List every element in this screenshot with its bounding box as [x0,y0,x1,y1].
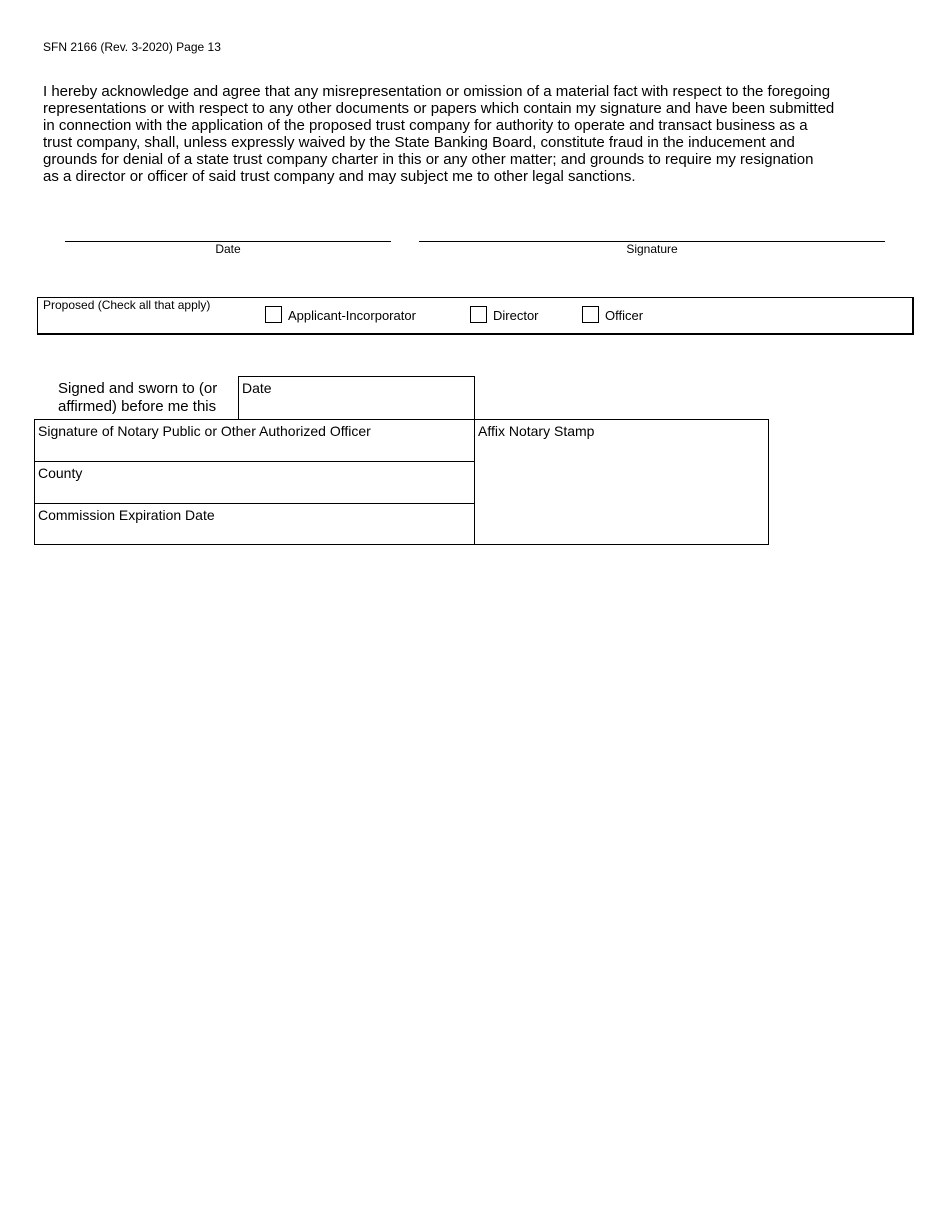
proposed-label: Proposed (Check all that apply) [43,298,211,312]
county-field[interactable] [34,461,475,504]
sworn-date-field[interactable] [238,376,475,420]
acknowledgement-line: in connection with the application of the proposed trust company for authority to operate and transact business as a [43,117,808,134]
notary-stamp-label: Affix Notary Stamp [478,423,595,439]
sworn-statement [58,380,217,416]
applicant-incorporator-checkbox[interactable] [265,306,282,323]
date-caption: Date [215,242,241,256]
form-header: SFN 2166 (Rev. 3-2020) Page 13 [43,40,221,54]
officer-label: Officer [605,308,644,323]
applicant-incorporator-label: Applicant-Incorporator [288,308,416,323]
sworn-date-label: Date [242,380,272,396]
acknowledgement-line: as a director or officer of said trust company and may subject me to other legal sanctions. [43,168,636,185]
proposed-role-box [37,297,914,335]
commission-expiration-label: Commission Expiration Date [38,507,215,523]
acknowledgement-line: I hereby acknowledge and agree that any misrepresentation or omission of a material fact with respect to the foregoing [43,83,831,100]
sworn-line: affirmed) before me this [58,398,217,415]
acknowledgement-line: representations or with respect to any other documents or papers which contain my signature and have been submitted [43,100,835,117]
officer-checkbox[interactable] [582,306,599,323]
director-label: Director [493,308,539,323]
acknowledgement-paragraph [43,83,873,185]
notary-signature-label: Signature of Notary Public or Other Authorized Officer [38,423,371,439]
sworn-line: Signed and sworn to (or [58,380,218,397]
acknowledgement-line: trust company, shall, unless expressly waived by the State Banking Board, constitute fraud in the inducement and [43,134,795,151]
notary-signature-field[interactable] [34,419,475,462]
commission-expiration-field[interactable] [34,503,475,545]
notary-stamp-area[interactable] [474,419,769,545]
signature-caption: Signature [626,242,678,256]
acknowledgement-line: grounds for denial of a state trust company charter in this or any other matter; and grounds to require my resignation [43,151,814,168]
director-checkbox[interactable] [470,306,487,323]
county-label: County [38,465,83,481]
